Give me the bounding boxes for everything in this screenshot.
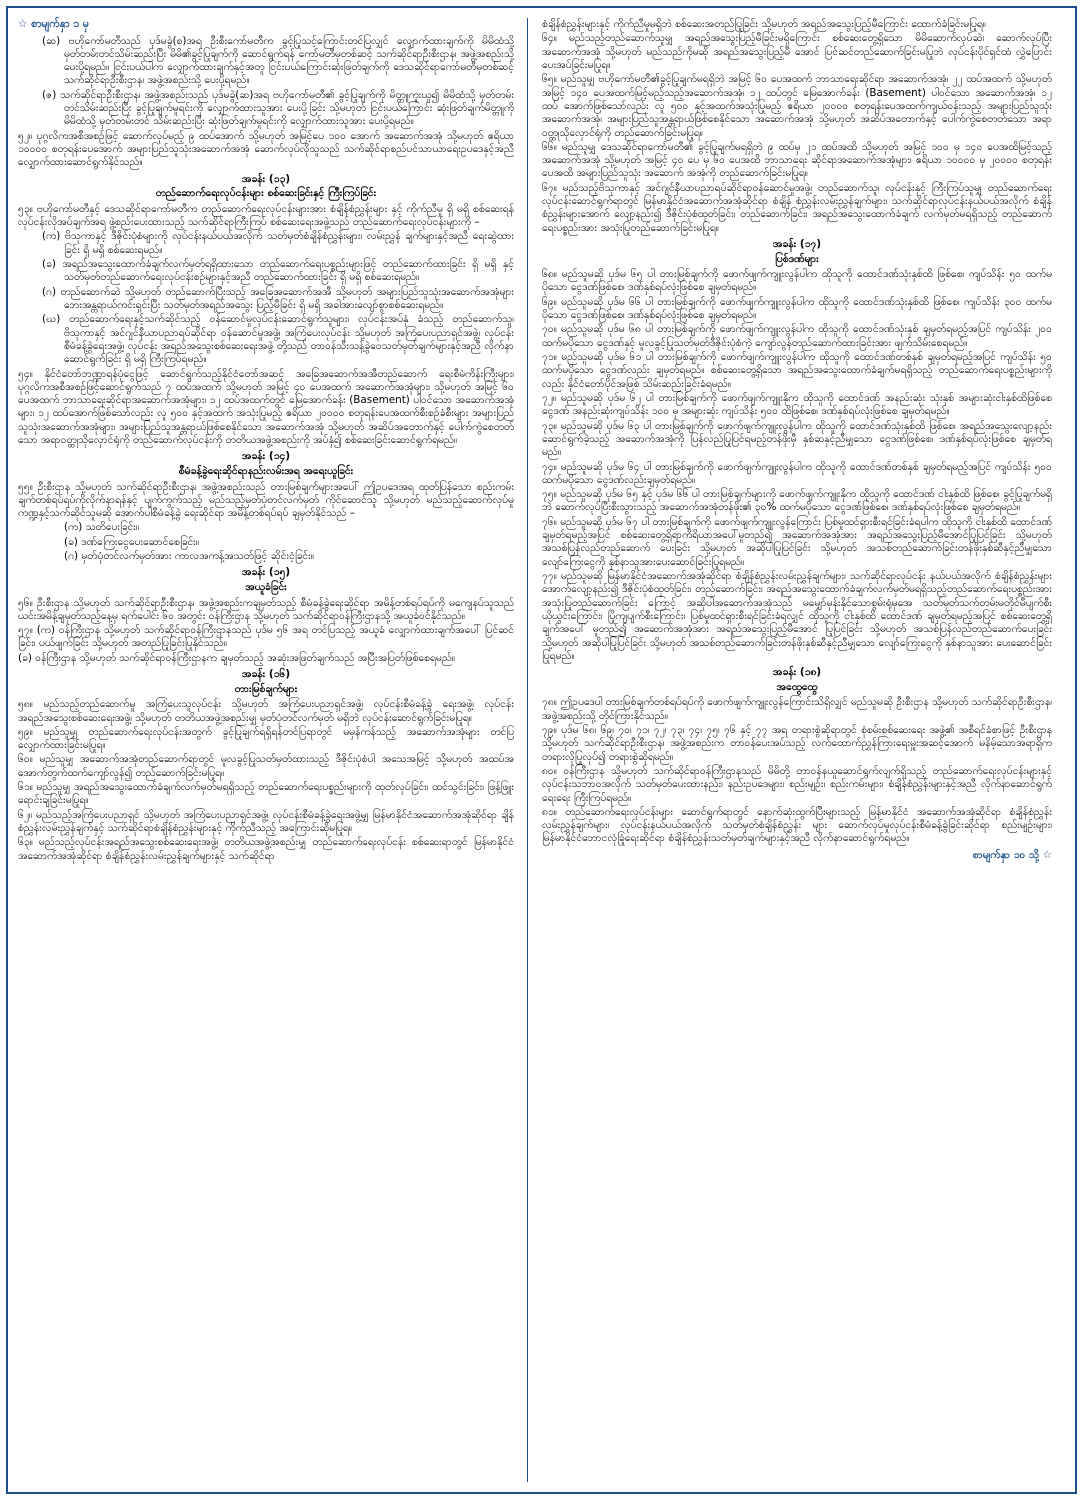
paragraph: ၅၇။ (က) ဝန်ကြီးဌာန သို့မဟုတ် သက်ဆိုင်ရာဝန်ကြီးဌာနသည် ပုဒ်မ ၅၆ အရ တင်ပြသည့် အယူခံ လျှောက်ထားချက်အပေါ် ပြင်ဆင်ခြင်း၊ ပယ်ဖျက်ခြင်း သို့မဟုတ် အတည်ပြုခြင်းပြုနိုင်သည်။ (18, 624, 514, 650)
continuation-header: ☆ စာမျက်နှာ ၁ မှ (18, 18, 89, 30)
chapter-title: အထွေထွေ (776, 681, 818, 693)
paragraph: ၆၉။ မည်သူမဆို ပုဒ်မ ၆၆ ပါ တားမြစ်ချက်ကို ဖောက်ဖျက်ကျူးလွန်ပါက ထိုသူကို ထောင်ဒဏ်သုံးနှစ်ထိ ဖြစ်စေ၊ ကျပ်သိန်း ၃၀၀ ထက်မပိုသော ငွေဒဏ်ဖြစ်စေ၊ ဒဏ်နှစ်ရပ်လုံးဖြစ်စေ ချမှတ်ရမည်။ (542, 295, 1052, 322)
chapter-heading: အခန်း (၁၄) (241, 450, 291, 463)
right-column-body (542, 18, 1052, 846)
right-column (542, 18, 1052, 1482)
paragraph: ၅၈။ မည်သည့်တည်ဆောက်မှု အကြံပေးသူလုပ်ငန်း သို့မဟုတ် အကြံပေးပညာရှင်အဖွဲ့၊ လုပ်ငန်းစီမံခန့်ခွဲ ရေးအဖွဲ့၊ လုပ်ငန်းအရည်အသွေးစစ်ဆေးရေးအဖွဲ့၊ သို့မဟုတ် တတိယအဖွဲ့အစည်းမျှ မှတ်ပုံတင်လက်မှတ် မရှိဘဲ လုပ်ငန်းဆောင်ရွက်ခြင်းမပြုရ။ (18, 698, 514, 724)
paragraph: ၇၇။ မည်သူမဆို မြန်မာနိုင်ငံအဆောက်အအုံဆိုင်ရာ စံချိန်စံညွှန်းလမ်းညွှန်ချက်များ၊ သက်ဆိုင်ရာလုပ်ငန်း နယ်ပယ်အလိုက် စံချိန်စံညွှန်းများအောက်လျော့နည်း၍ ဒီဇိုင်းပုံစံထုတ်ခြင်း၊ တည်ဆောက်ခြင်း၊ အရည်အသွေးထောက်ခံချက်လက်မှတ်မရရှိသည့်တည်ဆောက်ရေးပစ္စည်းအား အသုံးပြုတည်ဆောက်ခြင်း ကြောင့် အဆိုပါအဆောက်အအုံသည် မမျှော်မှန်းနိုင်သောစွမ်းရုံမှအေ သတ်မှတ်သက်တမ်းမတိုင်မီပျက်စီး ယိုယွင်းကြောင်း၊ ပြိုကျပျက်စီးကြောင်း၊ ပြစ်မှုထင်ရှားစီးရင်ခြင်းခံရလျှင် ထိုသူကို ငါးနှစ်ထိ ထောင်ဒဏ် ချမှတ်ရမည့်အပြင် စစ်ဆေးတွေ့ရှိချက်အပေါ် မူတည်၍ အဆောက်အအုံအား အရည်အသွေးပြည့်မီအောင် ပြုပြင်ခြင်း သို့မဟုတ် အသစ်ပြန်လည်တည်ဆောက်ပေးခြင်း သို့မဟုတ် အဆိုပါပြုပြင်ခြင်း သို့မဟုတ် အသစ်တည်ဆောက်ခြင်းတန်ဖိုးနှစ်ဆီနှင့်ညီမျှသော လျော်ကြေးငွေကို နှစ်နာသူအား ပေးဆောင်ခြင်းပြုရမည်။ (542, 570, 1052, 662)
paragraph: ၇၆။ မည်သူမဆို ပုဒ်မ ၆၇ ပါ တားမြစ်ချက်ကို ဖောက်ဖျက်ကျူးလွန်ကြောင်း ပြစ်မှုထင်ရှားစီးရင်ခြင်းခံရပါက ထိုသူကို ငါးနှစ်ထိ ထောင်ဒဏ်ချမှတ်ရမည့်အပြင် စစ်ဆေးတွေ့ရှိရာကိရိယာအပေါ်မူတည်၍ အဆောက်အအုံအား အရည်အသွေးပြည့်မီအောင်ပြုပြင်ခြင်း သို့မဟုတ် အသစ်ပြန်လည်တည်ဆောက် ပေးခြင်း သို့မဟုတ် အဆိုပါပြုပြင်ခြင်း သို့မဟုတ် အသစ်တည်ဆောက်ခြင်းတန်ဖိုးနှစ်ဆီနှင့်ညီမျှသော လျော်ကြေးငွေကို နှစ်နာသူအားပေးဆောင်ခြင်းပြုရမည်။ (542, 515, 1052, 568)
page-border (6, 6, 1077, 1494)
paragraph: ၆၀။ မည်သူမျှ အဆောက်အအုံတည်ဆောက်ရာတွင် မူလခွင့်ပြုသတ်မှတ်ထားသည့် ဒီဇိုင်းပုံစံပါ အသေအမြင့် သို့မဟုတ် အထပ်အအောက်တွက်ထက်ကျော်လွန်၍ တည်ဆောက်ခြင်းမပြုရ။ (18, 753, 514, 779)
paragraph: ၇၅။ မည်သူမဆို ပုဒ်မ ၆၅ နှင့် ပုဒ်မ ၆၆ ပါ တားမြစ်ချက်များကို ဖောက်ဖျက်ကျူးနိုက ထိုသူကို ထောင်ဒဏ် ငါးနှစ်ထိ ဖြစ်စေ၊ ခွင့်ပြုချက်မရှိဘဲ ဆောက်လုပ်ပြီးစီးသွားသည့် အဆောက်အအုံတန်ဖိုး၏ ၃၀% ထက်မပိုသော ငွေဒဏ်ဖြစ်စေ၊ ဒဏ်နှစ်ရပ်လုံးဖြစ်စေ ချမှတ်ရမည်။ (542, 488, 1052, 514)
paragraph: ၇၈။ ဤဥပဒေပါ တားမြစ်ချက်တစ်ရပ်ရပ်ကို ဖောက်ဖျက်ကျူးလွန်ကြောင်းသိရှိလျှင် မည်သူမဆို ဦးစီးဌာန သို့မဟုတ် သက်ဆိုင်ရာဦးစီးဌာန၊ အဖွဲ့အစည်းသို့ တိုင်ကြားနိုင်သည်။ (542, 696, 1052, 722)
sub-clause: (က) သတိပေးခြင်း။ (64, 521, 140, 534)
chapter-heading: အခန်း (၁၇) (772, 238, 822, 250)
sub-clause: (ဆ) ဗဟိုကော်မတီသည် ပုဒ်မခွဲ(စ)အရ ဦးစီးကော်မတီက ခွင့်ပြုသင့်ကြောင်းတင်ပြလျှင် လျှောက်ထားချက်ကို မိမိထံသို့ မှတ်တမ်းတင်သိမ်းဆည်းပြီး မိမိ၏ခွင့်ပြုချက်ကို ဆောင်ရွက်ရန် ကော်မတီမှတစ်ဆင့် သက်ဆိုင်ရာဦးစီးဌာန၊ အဖွဲ့အစည်းသို့ ပေးပို့ရမည်။ ငြင်းပယ်ပါက လျှောက်ထားချက်နှင့်အတူ ငြင်းပယ်ကြောင်းဆုံးဖြတ်ချက်ကို ဒေသဆိုင်ရာကော်မတီမှတစ်ဆင့် သက်ဆိုင်ရာဦးစီးဌာန၊ အဖွဲ့အစည်းသို့ ပေးပို့ရမည်။ (42, 34, 514, 87)
paragraph: ၇၄။ မည်သူမဆို ပုဒ်မ ၆၄ ပါ တားမြစ်ချက်ကို ဖောက်ဖျက်ကျူးလွန်ပါက ထိုသူကို ထောင်ဒဏ်တစ်နှစ် ချမှတ်ရမည့်အပြင် ကျပ်သိန်း ၅၀၀ ထက်မပိုသော ငွေဒဏ်လည်းချမှတ်ရမည်။ (542, 460, 1052, 486)
paragraph: ၅၃။ ဗဟိုကော်မတီနှင့် ဒေသဆိုင်ရာကော်မတီက တည်ဆောက်ရေးလုပ်ငန်းများအား စံချိန်စံညွှန်းများ နှင့် ကိုက်ညီမှု ရှိ မရှိ စစ်ဆေးရန် လုပ်ငန်းလိုအပ်ချက်အရ ဖွဲ့စည်းပေးထားသည့် သက်ဆိုင်ရာကြီးကြပ် စစ်ဆေးရေးအဖွဲ့သည် တည်ဆောက်ရေးလုပ်ငန်းများကို – (18, 202, 514, 229)
chapter-title: အယူခံခြင်း (245, 581, 287, 594)
paragraph: ၆၄။ မည်သည့်တည်ဆောက်သူမျှ အရည်အသွေးပြည့်မီခြင်းမရှိကြောင်း စစ်ဆေးတွေ့ရှိသော မိမိဆောက်လုပ်ဆဲ၊ ဆောက်လုပ်ပြီးအဆောက်အအုံ သို့မဟုတ် မည်သည်ကိုမဆို အရည်အသွေးပြည့်မီ အောင် ပြင်ဆင်တည်ဆောက်ခြင်းမပြုဘဲ လုပ်ငန်းပိုင်ရှင်ထံ လွှဲပြောင်းပေးအပ်ခြင်းမပြုရ။ (542, 32, 1052, 71)
sub-clause: (ဂ) မှတ်ပုံတင်လက်မှတ်အား ကာလအကန့်အသတ်ဖြင့် ဆိုင်းငံ့ခြင်း။ (64, 550, 314, 563)
paragraph: ၇၁။ မည်သူမဆို ပုဒ်မ ၆၁ ပါ တားမြစ်ချက်ကို ဖောက်ဖျက်ကျူးလွန်ပါက ထိုသူကို ထောင်ဒဏ်တစ်နှစ် ချမှတ်ရမည့်အပြင် ကျပ်သိန်း ၅၀ ထက်မပိုသော ငွေဒဏ်လည်း ချမှတ်ရမည်။ စစ်ဆေးတွေ့ရှိသော အရည်အသွေးထောက်ခံချက်မရရှိသည့် တည်ဆောက်ရေးပစ္စည်းများကိုလည်း နိုင်ငံတော်ပိုင်အဖြစ် သိမ်းဆည်းခြင်းခံရမည်။ (542, 351, 1052, 390)
page-columns (18, 18, 1065, 1482)
sub-clause: (ဂ) တည်ဆောက်ဆဲ သို့မဟုတ် တည်ဆောက်ပြီးသည့် အခြေအဆောက်အအီ သို့မဟုတ် အများပြည်သူသုံးအဆောက်အအုံများ ဘေးအန္တရာယ်ကင်းရှင်းပြီး သတ်မှတ်အရည်အသွေး ပြည့်မီခြင်း ရှိ မရှိ အခါအားလျော်စွာစစ်ဆေးရမည်။ (42, 285, 514, 311)
continuation-footer: စာမျက်နှာ ၁၀ သို့ ☆ (972, 848, 1052, 861)
chapter-title: ပြစ်ဒဏ်များ (775, 252, 819, 265)
sub-clause: (ခ) အရည်အသွေးထောက်ခံချက်လက်မှတ်ရရှိထားသော တည်ဆောက်ရေးပစ္စည်းများဖြင့် တည်ဆောက်ထားခြင်း ရှိ မရှိ နှင့် သတ်မှတ်တည်ဆောက်ရေးလုပ်ငန်းစဉ်များနှင့်အညီ တည်ဆောက်ထားခြင်း ရှိ မရှိ စစ်ဆေးရမည်။ (42, 258, 514, 284)
left-column (18, 18, 528, 1482)
sub-clause: (ဇ) သက်ဆိုင်ရာဦးစီးဌာန၊ အဖွဲ့အစည်းသည် ပုဒ်မခွဲ(ဆ)အရ ဗဟိုကော်မတီ၏ ခွင့်ပြုချက်ကို မိတ္တူကူးယူ၍ မိမိထံသို့ မှတ်တမ်းတင်သိမ်းဆည်းပြီး ခွင့်ပြုချက်မူရင်းကို လျှောက်ထားသူအား ပေးပို့ခြင်း သို့မဟုတ် ငြင်းပယ်ကြောင်း ဆုံးဖြတ်ချက်မိတ္တူကို မိမိထံသို့ မှတ်တမ်းတင် သိမ်းဆည်းပြီး ဆုံးဖြတ်ချက်မူရင်းကို လျှောက်ထားသူအား ပေးပို့ရမည်။ (42, 88, 514, 128)
paragraph: ၈၁။ တည်ဆောက်ရေးလုပ်ငန်းများ ဆောင်ရွက်ရာတွင် နောက်ဆုံးထွက်ပြီးများသည့် မြန်မာနိုင်ငံ အဆောက်အအုံဆိုင်ရာ စံချိန်စံညွှန်းလမ်းညွှန်ချက်များ၊ လုပ်ငန်းနယ်ပယ်အလိုက် သတ်မှတ်စံချိန်စံညွှန်း များ ဆောက်လုပ်မှုလုပ်ငန်းစီမံခန့်ခွဲခြင်းဆိုင်ရာ စည်းမျဉ်းများ၊ မြန်မာနိုင်ငံဘောငလုံခြုံရေးဆိုင်ရာ စံချိန်စံညွှန်းသတ်မှတ်ချက်များနှင့်အညီ လိုက်နာဆောင်ရွက်ရမည်။ (542, 805, 1052, 845)
paragraph: ၆၁။ မည်သူမျှ အရည်အသွေးထောက်ခံချက်လက်မှတ်မရရှိသည့် တည်ဆောက်ရေးပစ္စည်းများကို ထုတ်လုပ်ခြင်း၊ ထင်သွင်းခြင်း၊ ဖြန့်ဖြူးရောင်းချခြင်းမပြုရ။ (18, 781, 514, 807)
sub-clause: (ဃ) တည်ဆောက်ရေးနှင့်သက်ဆိုင်သည့် ဝန်ဆောင်မှုလုပ်ငန်းဆောင်ရွက်သူများ၊ လုပ်ငန်းအပ်နှံ ခံသည့် တည်ဆောက်သူ၊ ဗိသုကာနှင့် အင်ဂျင်နီယာပညာရပ်ဆိုင်ရာ ဝန်ဆောင်မှုအဖွဲ့၊ အကြံပေးလုပ်ငန်း သို့မဟုတ် အကြံပေးပညာရှင်အဖွဲ့၊ လုပ်ငန်းစီမံခန့်ခွဲရေးအဖွဲ့၊ လုပ်ငန်း အရည်အသွေးစစ်ဆေးရေးအဖွဲ့ တို့သည် တာဝန်သီးသန့်ခွဲဝေသတ်မှတ်ချက်များနှင့်အညီ လိုက်နာဆောင်ရွက်ခြင်း ရှိ မရှိ ကြီးကြပ်ရမည်။ (42, 313, 514, 366)
paragraph: ၆၆။ မည်သူမျှ ဒေသဆိုင်ရာကော်မတီ၏ ခွင့်ပြုချက်မရရှိဘဲ ၉ ထပ်မှ ၂၁ ထပ်အထိ သို့မဟုတ် အမြင့် ၁၀၀ မှ ၁၄၀ ပေအထိမြင့်သည့်အဆောက်အအုံ သို့မဟုတ် အမြင့် ၄၀ ပေ မှ ၆၀ ပေအထိ ဘာသာရေး ဆိုင်ရာအဆောက်အအုံများ၊ ဧရိယာ ၁၀၀၀၀ မှ ၂၀၀၀၀ စတုရန်းပေအထိ အများပြည်သူသုံး အဆောက် အအုံကို တည်ဆောက်ခြင်းမပြုရ။ (542, 140, 1052, 180)
paragraph: ၇၃။ မည်သူမဆို ပုဒ်မ ၆၃ ပါ တားမြစ်ချက်ကို ဖောက်ဖျက်ကျူးလွန်ပါက ထိုသူကို ထောင်ဒဏ်သုံးနှစ်ထိ ဖြစ်စေ၊ အရည်အသွေးလျော့နည်းဆောင်ရွက်ခဲ့သည့် အဆောက်အအုံကို ပြန်လည်ပြုပြင်ရမည့်တန်ဖိုးမှီ နှစ်ဆနှင့်ညီမျှသော ငွေဒဏ်ဖြစ်စေ၊ ဒဏ်နှစ်ရပ်လုံးဖြစ်စေ ချမှတ်ရမည်။ (542, 419, 1052, 459)
chapter-heading: အခန်း (၁၃) (241, 172, 291, 185)
paragraph: ၅၂။ ပုဂ္ဂလိကအစီအစဉ်ဖြင့် ဆောက်လုပ်မည့် ၉ ထပ်အောက် သို့မဟုတ် အမြင့်ပေ ၁၀၀ အောက် အဆောက်အအုံ သို့မဟုတ် ဧရိယာ ၁၀၀၀၀ စတုရန်းပေအောက် အများပြည်သူသုံးအဆောက်အအုံ ဆောက်လုပ်လိုသူသည် သက်ဆိုင်ရာစည်ပင်သာယာရေးဥပဒေနှင့်အညီ လျှောက်ထားဆောင်ရွက်နိုင်သည်။ (18, 129, 514, 169)
paragraph: ၆၈။ မည်သူမဆို ပုဒ်မ ၆၅ ပါ တားမြစ်ချက်ကို ဖောက်ဖျက်ကျူးလွန်ပါက ထိုသူကို ထောင်ဒဏ်သုံးနှစ်ထိ ဖြစ်စေ၊ ကျပ်သိန်း ၅၀ ထက်မပိုသော ငွေဒဏ်ဖြစ်စေ၊ ဒဏ်နှစ်ရပ်လုံးဖြစ်စေ ချမှတ်ရမည်။ (542, 268, 1052, 294)
left-column-body (18, 35, 514, 863)
paragraph: (ခ) ဝန်ကြီးဌာန သို့မဟုတ် သက်ဆိုင်ရာဝန်ကြီးဌာနက ချမှတ်သည့် အဆုံးအဖြတ်ချက်သည် အပြီးအပြတ်ဖြစ်စေရမည်။ (18, 651, 456, 664)
chapter-heading: အခန်း (၁၈) (772, 666, 822, 679)
chapter-title: စီမံခန့်ခွဲရေးဆိုင်ရာနည်းလမ်းအရ အရေးယူခြင်း (178, 465, 354, 478)
paragraph: ၅၉။ မည်သူမျှ တည်ဆောက်ရေးလုပ်ငန်းအတွက် ခွင့်ပြုချက်ရရှိရန်တင်ပြရာတွင် မမှန်ကန်သည့် အဆောက်အအုံများ တင်ပြလျှောက်ထားခြင်းမပြုရ။ (18, 725, 514, 752)
chapter-title: တားမြစ်ချက်များ (234, 682, 298, 695)
paragraph: ၇၂။ မည်သူမဆို ပုဒ်မ ၆၂ ပါ တားမြစ်ချက်ကို ဖောက်ဖျက်ကျူးနိုက ထိုသူကို ထောင်ဒဏ် အနည်းဆုံး သုံးနှစ် အများဆုံးငါးနှစ်ထိဖြစ်စေ ငွေဒဏ် အနည်းဆုံးကျပ်သိန်း ၁၀၀ မှ အများဆုံး ကျပ်သိန်း ၅၀၀ ထိဖြစ်စေ၊ ဒဏ်နှစ်ရပ်လုံးဖြစ်စေ ချမှတ်ရမည်။ (542, 391, 1052, 418)
paragraph: ၈၀။ ဝန်ကြီးဌာန သို့မဟုတ် သက်ဆိုင်ရာဝန်ကြီးဌာနသည် မိမိတို့ တာဝန်နယူဆောင်ရွက်လျက်ရှိသည့် တည်ဆောက်ရေးလုပ်ငန်းများနှင့် လုပ်ငန်းသဘာဝအလိုက် သတ်မှတ်ပေးထားနည်း၊ နည်းဥပဒေများ၊ စည်းမျဉ်း၊ စည်းကမ်းများ၊ စံချိန်စံညွှန်းများနှင့်အညီ လိုက်နာဆောင်ရွက်ရေးရေး ကြီးကြပ်ရမည်။ (542, 764, 1052, 804)
paragraph: ၇၀။ မည်သူမဆို ပုဒ်မ ၆၈ ပါ တားမြစ်ချက်ကို ဖောက်ဖျက်ကျူးလွန်ပါက ထိုသူကို ထောင်ဒဏ်သုံးနှစ် ချမှတ်ရမည့်အပြင် ကျပ်သိန်း ၂၀၀ ထက်မပိုသော ငွေဒဏ်နှင့် မူလခွင့်ပြုသတ်မှတ်ဒီဇိုင်းပုံစံကဲ့ ကျော်လွန်တည်ဆောက်ထားခြင်းအား ဖျက်သိမ်းစေရမည်။ (542, 323, 1052, 349)
paragraph: ၇၉။ ပုဒ်မ ၆၈၊ ၆၉၊ ၇၀၊ ၇၁၊ ၇၂၊ ၇၃၊ ၇၄၊ ၇၅၊ ၇၆ နှင့် ၇၇ အရ တရားစွဲဆိုရာတွင် စုံစမ်းစစ်ဆေးရေး အဖွဲ့၏ အစီရင်ခံစာဖြင့် ဦးစီးဌာန သို့မဟုတ် သက်ဆိုင်ရာဦးစီးဌာန၊ အဖွဲ့အစည်းက တာဝန်ပေးအပ်သည့် လက်ထောက်ညွှန်ကြားရေးမှူးအဆင့်အောက် မနိမ့်သောအရာရှိက တရားလိုပြုလုပ်၍ တရားစွဲဆိုရမည်။ (542, 723, 1052, 763)
paragraph: ၅၆။ ဦးစီးဌာန သို့မဟုတ် သက်ဆိုင်ရာဦးစီးဌာန၊ အဖွဲ့အစည်းကချမှတ်သည့် စီမံခန့်ခွဲရေးဆိုင်ရာ အမိန့်တစ်ရပ်ရပ်ကို မကျေနပ်သူသည် ယင်းအမိန့်ချမှတ်သည့်နေ့မှ ရက်ပေါင်း ၆၀ အတွင်း ဝန်ကြီးဌာန သို့မဟုတ် သက်ဆိုင်ရာဝန်ကြီးဌာနသို့ အယူခံဝင်နိုင်သည်။ (18, 596, 514, 622)
chapter-heading: အခန်း (၁၅) (241, 566, 291, 579)
paragraph: ၆၇။ မည်သည့်ဗိသုကာနှင့် အင်ဂျင်နီယာပညာရပ်ဆိုင်ရာဝန်ဆောင်မှုအဖွဲ့၊ တည်ဆောက်သူ၊ လုပ်ငန်းနှင့် ကြီးကြပ်သူမျှ တည်ဆောက်ရေးလုပ်ငန်းဆောင်ရွက်ရာတွင် မြန်မာနိုင်ငံအဆောက်အအုံဆိုင်ရာ စံချိန် စံညွှန်းလမ်းညွှန်ချက်များ၊ သက်ဆိုင်ရာလုပ်ငန်းနယ်ပယ်အလိုက် စံချိန်စံညွှန်းများအောက် လျော့နည်း၍ ဒီဇိုင်းပုံစံထုတ်ခြင်း၊ တည်ဆောက်ခြင်း၊ အရည်အသွေးထောက်ခံချက် လက်မှတ်မရရှိသည့် တည်ဆောက် ရေးပစ္စည်းအား အသုံးပြုတည်ဆောက်ခြင်းမပြုရ။ (542, 181, 1052, 234)
paragraph: ၅၄။ နိုင်ငံတော်ဘဏ္ဍာရန်ပုံငွေဖြင့် ဆောင်ရွက်သည့်နိုင်ငံတော်အဆင့် အခြေအဆောက်အအီတည်ဆောက် ရေးစီမံကိန်းကြီးများ၊ ပုဂ္ဂလိကအစီအစဉ်ဖြင့်ဆောင်ရွက်သည် ၇ ထပ်အထက် သို့မဟုတ် အမြင့် ၄၀ ပေအထက် အဆောက်အအုံများ၊ သို့မဟုတ် အမြင့် ၆၀ ပေအထက် ဘာသာရေးဆိုင်ရာအဆောက်အအုံများ၊ ၁၂ ထပ်အထက်တွင် မြေအောက်ခန်း (Basement) ပါဝင်သော အဆောက်အအုံများ၊ ၁၂ ထပ်အောက်ဖြစ်သော်လည်း လူ ၅၀၀ နှင့်အထက် အသုံးပြုမည့် ဧရိယာ ၂၀၀၀၀ စတုရန်းပေအထက်စီးစဉ်ခံစီးများ အများပြည်သူသုံးအဆောက်အအုံများ၊ အများပြည်သူအန္တရာယ်ဖြစ်စေနိုင်သော အဆောက်အအုံ သို့မဟုတ် အဆိပ်အတောက်နှင့် ပေါက်ကွဲစေတတ်သော အရာဝတ္ထုသိုလှောင်ရုံကို တည်ဆောက်လုပ်ငန်းကို တတိယအဖွဲ့အစည်းကို အပ်နှံ၍ စစ်ဆေးခြင်းဆောင်ရွက်ရမည်။ (18, 367, 514, 447)
paragraph: စံချိန်စံညွှန်းများနှင့် ကိုက်ညီမှုမရှိဘဲ စစ်ဆေးအတည်ပြုခြင်း သို့မဟုတ် အရည်အသွေးပြည့်မီကြောင်း ထောက်ခံခြင်းမပြုရ။ (542, 18, 986, 30)
sub-clause: (က) ဗိသုကာနှင့် ဒီဇိုင်းပုံစံများကို လုပ်ငန်းနယ်ပယ်အလိုက် သတ်မှတ်စံချိန်စံညွှန်းများ၊ လမ်းညွှန် ချက်များနှင့်အညီ ရေးဆွဲထားခြင်း ရှိ မရှိ စစ်ဆေးရမည်။ (42, 230, 514, 256)
paragraph: ၆၅။ မည်သူမျှ ဗဟိုကော်မတီ၏ခွင့်ပြုချက်မရရှိဘဲ အမြင့် ၆၀ ပေအထက် ဘာသာရေးဆိုင်ရာ အဆောက်အအုံ၊ ၂၂ ထပ်အထက် သို့မဟုတ် အမြင့် ၁၄၀ ပေအထက်မြင့်မည့်သည့်အဆောက်အအုံ၊ ၁၂ ထပ်တွင် မြေအောက်ခန်း (Basement) ပါဝင်သော အဆောက်အအုံ၊ ၁၂ ထပ် အောက်ဖြစ်သော်လည်း လူ ၅၀၀ နှင့်အထက်အသုံးပြုမည့် ဧရိယာ ၂၀၀၀၀ စတုရန်းပေအထက်ကျယ်ဝန်းသည့် အများပြည်သူသုံး အဆောက်အအုံ၊ အများပြည်သူအန္တရာယ်ဖြစ်စေနိုင်သော အဆောက်အအုံ သို့မဟုတ် အဆိပ်အတောက်နှင့် ပေါက်ကွဲစေတတ်သော အရာဝတ္ထုသိုလှောင်ရုံကို တည်ဆောက်ခြင်းမပြုရ။ (542, 73, 1052, 139)
sub-clause: (ခ) ဒဏ်ကြေးငွေပေးဆောင်စေခြင်း။ (64, 535, 200, 548)
paragraph: ၅၅။ ဦးစီးဌာန သို့မဟုတ် သက်ဆိုင်ရာဦးစီးဌာန၊ အဖွဲ့အစည်းသည် တားမြစ်ချက်များအပေါ် ဤဥပဒေအရ ထုတ်ပြန်သော စည်းကမ်းချက်တစ်ရပ်ရပ်ကိုလိုက်နာရန်နှင့် ပျက်ကွက်သည့် မည်သည့်မှတ်ပုံတင်လက်မှတ် ကိုင်ဆောင်သူ သို့မဟုတ် မည်သည့်ဆောက်လုပ်မှုကဏ္ဍနှင့်သက်ဆိုင်သူမဆို အောက်ပါစီမံခန့်ခွဲ ရေးဆိုင်ရာ အမိန့်တစ်ရပ်ရပ် ချမှတ်နိုင်သည် – (18, 480, 514, 520)
paragraph: ၆၃။ မည်သည့်လုပ်ငန်းအရည်အသွေးစစ်ဆေးရေးအဖွဲ့၊ တတိယအဖွဲ့အစည်းမျှ တည်ဆောက်ရေးလုပ်ငန်း စစ်ဆေးရာတွင် မြန်မာနိုင်ငံအဆောက်အအုံဆိုင်ရာ စံချိန်စံညွှန်းလမ်းညွှန်ချက်များနှင့် သက်ဆိုင်ရာ (18, 836, 514, 862)
chapter-heading: အခန်း (၁၆) (241, 668, 291, 681)
paragraph: ၆၂။ မည်သည့်အကြံပေးပညာရှင် သို့မဟုတ် အကြံပေးပညာရှင်အဖွဲ့၊ လုပ်ငန်းစီမံခန့်ခွဲရေးအဖွဲ့မျှ မြန်မာနိုင်ငံအဆောက်အအုံဆိုင်ရာ ချိန်စံညွှန်းလမ်းညွှန်ချက်နှင့် သက်ဆိုင်ရာစံချိန်စံညွှန်းများနှင့် ကိုက်ညီသည့် အကြောင်းဆိုမပြုရ။ (18, 808, 514, 835)
chapter-title: တည်ဆောက်ရေးလုပ်ငန်းများ စစ်ဆေးခြင်းနှင့် ကြီးကြပ်ခြင်း (155, 187, 377, 200)
